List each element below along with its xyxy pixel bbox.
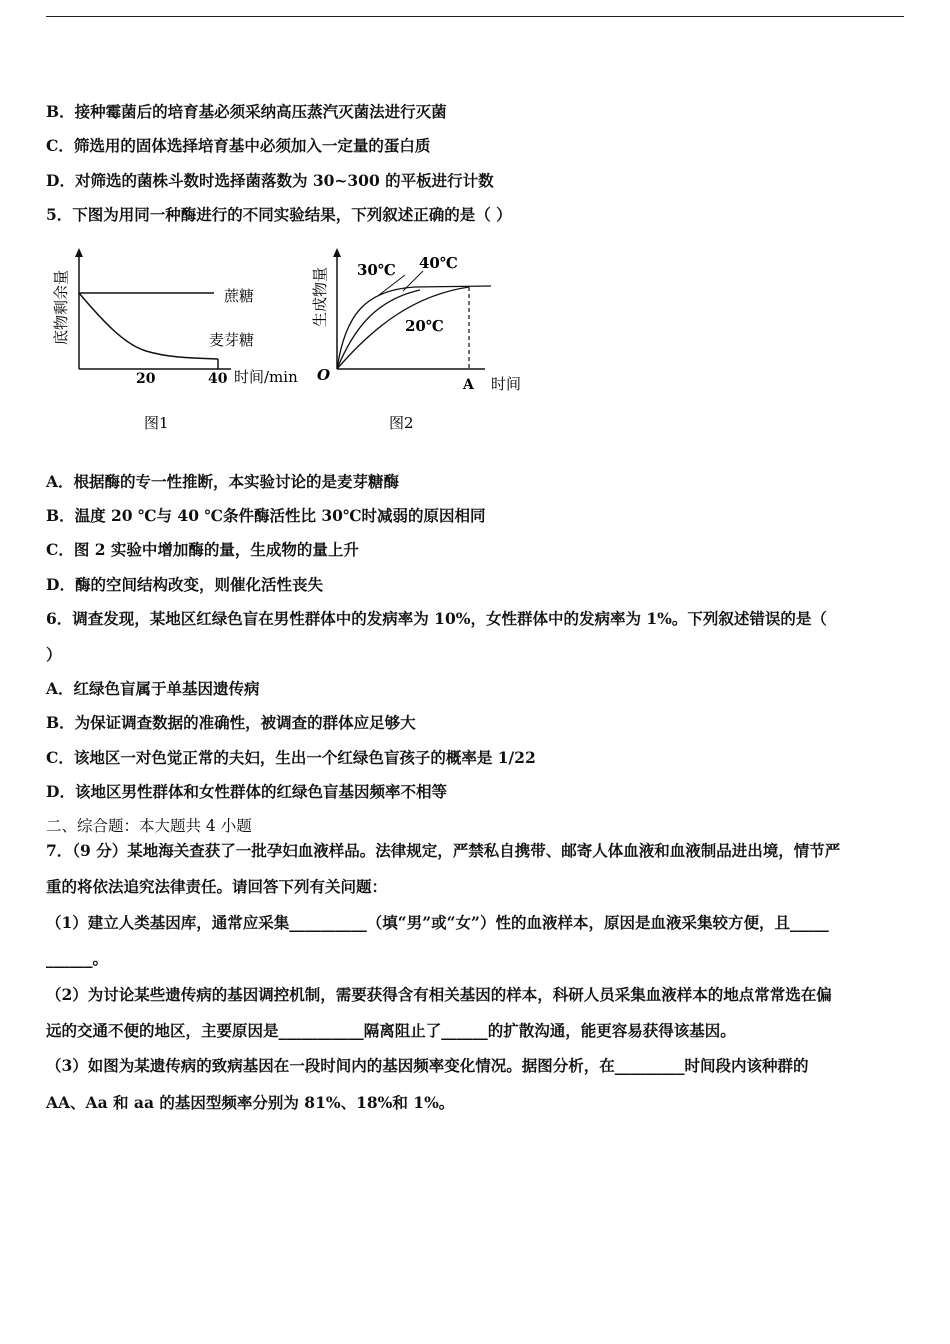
- q6-option-c: C．该地区一对色觉正常的夫妇，生出一个红绿色盲孩子的概率是 1/22: [46, 748, 536, 767]
- fig1-curve-maltose: 麦芽糖: [209, 331, 255, 349]
- q5-option-a: A．根据酶的专一性推断，本实验讨论的是麦芽糖酶: [46, 472, 400, 491]
- curve-20c: [337, 287, 469, 369]
- fig2-xlabel: 时间: [491, 375, 522, 393]
- q5-stem: 5．下图为用同一种酶进行的不同实验结果，下列叙述正确的是（ ）: [46, 205, 512, 224]
- q6-stem-line-1: 6．调查发现，某地区红绿色盲在男性群体中的发病率为 10%，女性群体中的发病率为 1%。下列叙述错误的是（: [46, 609, 827, 628]
- q5-figure-1: [46, 245, 321, 440]
- fig2-label-20c: 20℃: [405, 317, 444, 335]
- fig1-ylabel: 底物剩余量: [52, 269, 70, 345]
- fig2-caption: 图2: [389, 414, 414, 432]
- q5-option-b: B．温度 20 ℃与 40 ℃条件酶活性比 30℃时减弱的原因相同: [46, 506, 486, 525]
- q4-option-c: C．筛选用的固体选择培育基中必须加入一定量的蛋白质: [46, 136, 431, 155]
- section-2-heading: 二、综合题：本大题共 4 小题: [46, 817, 252, 835]
- q7-line-4: ______。: [46, 949, 109, 968]
- fig2-ylabel: 生成物量: [311, 266, 329, 327]
- q7-line-2: 重的将依法追究法律责任。请回答下列有关问题：: [46, 877, 388, 896]
- q7-line-6: 远的交通不便的地区，主要原因是___________隔离阻止了______的扩散沟通，能更容易获得该基因。: [46, 1021, 736, 1040]
- fig1-curve-sucrose: 蔗糖: [224, 287, 255, 305]
- fig1-tick-20: 20: [136, 371, 156, 387]
- q5-option-d: D．酶的空间结构改变，则催化活性丧失: [46, 575, 323, 594]
- q4-option-b: B．接种霉菌后的培育基必须采纳高压蒸汽灭菌法进行灭菌: [46, 102, 447, 121]
- q6-option-a: A．红绿色盲属于单基因遗传病: [46, 679, 260, 698]
- q7-line-7: （3）如图为某遗传病的致病基因在一段时间内的基因频率变化情况。据图分析，在_________时间段内该种群的: [46, 1056, 809, 1075]
- q7-line-1: 7．（9 分）某地海关查获了一批孕妇血液样品。法律规定，严禁私自携带、邮寄人体血液和血液制品进出境，情节严: [46, 841, 841, 860]
- q7-line-8: AA、Aa 和 aa 的基因型频率分别为 81%、18%和 1%。: [46, 1093, 455, 1112]
- maltose-curve: [79, 293, 218, 359]
- fig1-caption: 图1: [144, 414, 169, 432]
- q4-option-d: D．对筛选的菌株斗数时选择菌落数为 30~300 的平板进行计数: [46, 171, 494, 190]
- q7-line-3: （1）建立人类基因库，通常应采集__________（填“男”或“女”）性的血液样本，原因是血液采集较方便，且_____: [46, 913, 829, 932]
- q7-line-5: （2）为讨论某些遗传病的基因调控机制，需要获得含有相关基因的样本，科研人员采集血液样本的地点常常选在偏: [46, 985, 832, 1004]
- fig2-origin: O: [317, 366, 331, 384]
- q5-option-c: C．图 2 实验中增加酶的量，生成物的量上升: [46, 540, 359, 559]
- fig2-label-40c: 40℃: [419, 254, 458, 272]
- q5-figure-2: [305, 245, 545, 440]
- q6-option-d: D．该地区男性群体和女性群体的红绿色盲基因频率不相等: [46, 782, 447, 801]
- fig1-xlabel: 时间/min: [234, 368, 298, 386]
- q6-stem-line-2: ）: [46, 645, 62, 664]
- fig2-tick-a: A: [463, 377, 474, 393]
- fig2-label-30c: 30℃: [357, 261, 396, 279]
- header-rule: [46, 16, 904, 17]
- q6-option-b: B．为保证调查数据的准确性，被调查的群体应足够大: [46, 713, 416, 732]
- fig1-tick-40: 40: [208, 371, 228, 387]
